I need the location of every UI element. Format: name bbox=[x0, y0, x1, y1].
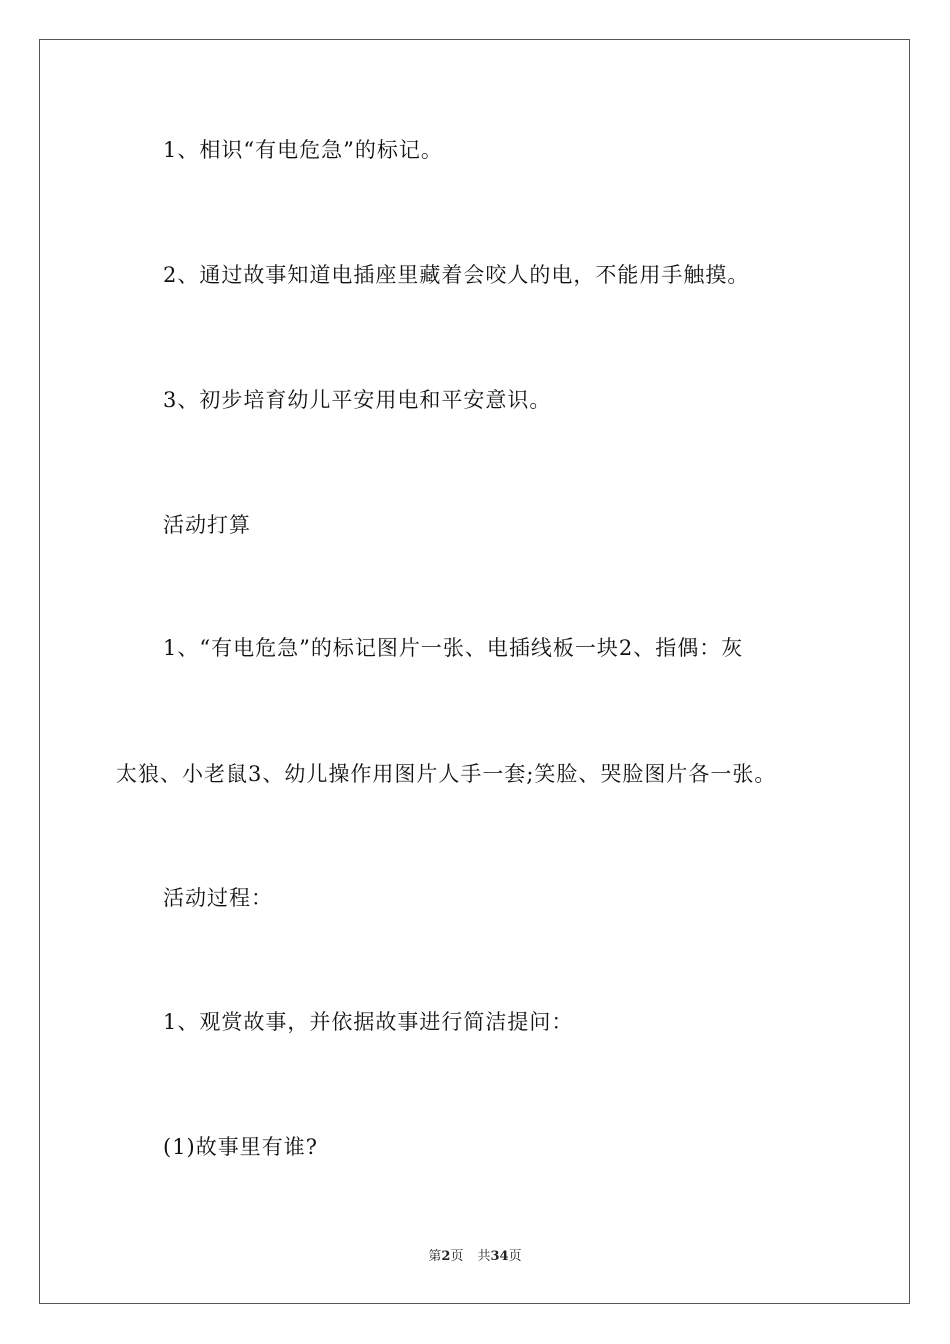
process-step-1: 1、观赏故事，并依据故事进行简洁提问： bbox=[163, 1010, 574, 1034]
footer-total-pages: 34 bbox=[490, 1249, 509, 1264]
section-heading-process: 活动过程： bbox=[163, 886, 273, 910]
footer-page-prefix: 第 bbox=[428, 1249, 442, 1264]
page-footer bbox=[0, 1248, 950, 1266]
footer-page-suffix: 页 bbox=[450, 1249, 464, 1264]
page-border bbox=[39, 39, 910, 1304]
footer-total-prefix: 共 bbox=[477, 1249, 491, 1264]
goal-item-1: 1、相识“有电危急”的标记。 bbox=[163, 138, 443, 162]
preparation-paragraph-line-2: 太狼、小老鼠3、幼儿操作用图片人手一套;笑脸、哭脸图片各一张。 bbox=[116, 762, 777, 786]
goal-item-2: 2、通过故事知道电插座里藏着会咬人的电，不能用手触摸。 bbox=[163, 263, 750, 287]
footer-total-suffix: 页 bbox=[508, 1249, 522, 1264]
goal-item-3: 3、初步培育幼儿平安用电和平安意识。 bbox=[163, 388, 552, 412]
section-heading-preparation: 活动打算 bbox=[163, 513, 251, 537]
footer-page-number: 2 bbox=[441, 1249, 451, 1264]
preparation-paragraph-line-1: 1、“有电危急”的标记图片一张、电插线板一块2、指偶：灰 bbox=[163, 636, 744, 660]
process-question-1: (1)故事里有谁? bbox=[163, 1135, 319, 1159]
